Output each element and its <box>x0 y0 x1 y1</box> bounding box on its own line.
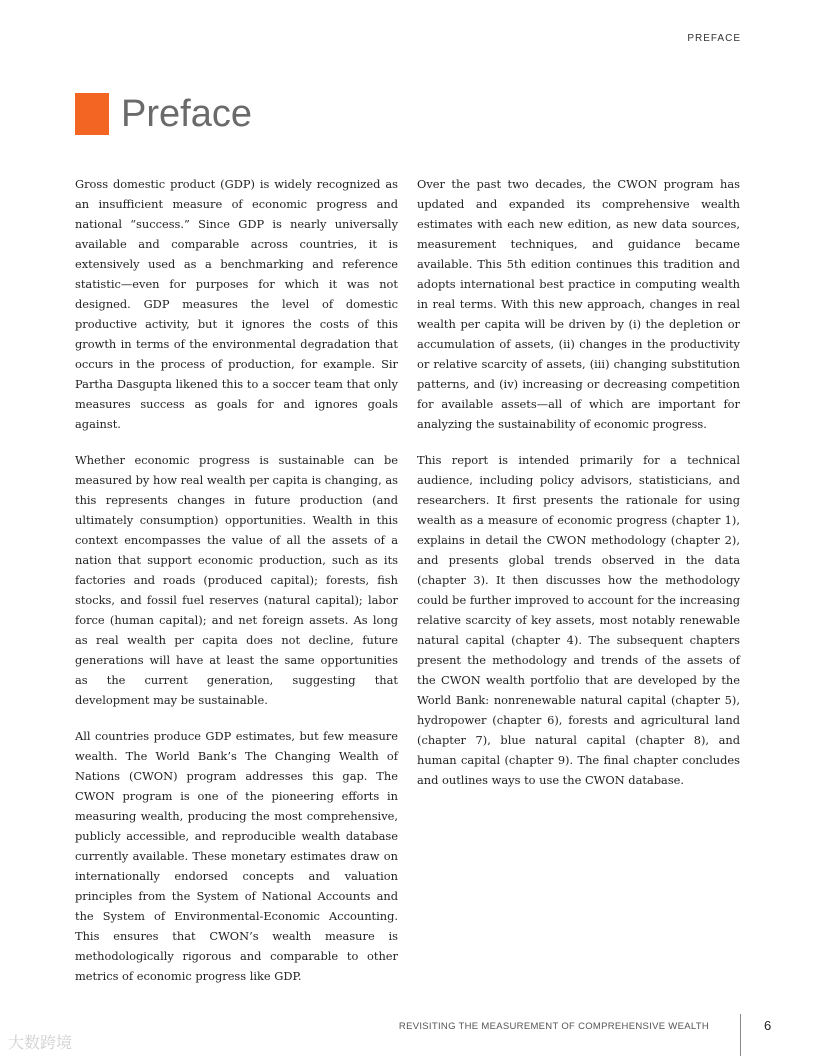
running-head: PREFACE <box>687 33 741 44</box>
right-column <box>417 174 740 806</box>
paragraph: This report is intended primarily for a technical audience, including policy advisors, statisticians, and researchers. It first presents the rationale for using wealth as a measure of economic progress (chapter 1), explains in detail the CWON methodology (chapter 2), and presents global trends observed in the data (chapter 3). It then discusses how the methodology could be further improved to account for the increasing relative scarcity of key assets, most notably renewable natural capital (chapter 4). The subsequent chapters present the methodology and trends of the assets of the CWON wealth portfolio that are developed by the World Bank: nonrenewable natural capital (chapter 5), hydropower (chapter 6), forests and agricultural land (chapter 7), blue natural capital (chapter 8), and human capital (chapter 9). The final chapter concludes and outlines ways to use the CWON database. <box>417 453 740 787</box>
title-block <box>75 93 252 135</box>
page-number: 6 <box>764 1018 772 1033</box>
footer-report-title: REVISITING THE MEASUREMENT OF COMPREHENSIVE WEALTH <box>398 1021 709 1032</box>
paragraph: Gross domestic product (GDP) is widely recognized as an insufficient measure of economic progress and national “success.” Since GDP is nearly universally available and comparable across countries, it is extensively used as a benchmarking and reference statistic—even for purposes for which it was not designed. GDP measures the level of domestic productive activity, but it ignores the costs of this growth in terms of the environmental degradation that occurs in the process of production, for example. Sir Partha Dasgupta likened this to a soccer team that only measures success as goals for and ignores goals against. <box>75 177 398 431</box>
paragraph: Whether economic progress is sustainable can be measured by how real wealth per capita is changing, as this represents changes in future production (and ultimately consumption) opportunities. Wealth in this context encompasses the value of all the assets of a nation that support economic production, such as its factories and roads (produced capital); forests, fish stocks, and fossil fuel reserves (natural capital); labor force (human capital); and net foreign assets. As long as real wealth per capita does not decline, future generations will have at least the same opportunities as the current generation, suggesting that development may be sustainable. <box>75 453 398 707</box>
paragraph: All countries produce GDP estimates, but few measure wealth. The World Bank’s The Changing Wealth of Nations (CWON) program addresses this gap. The CWON program is one of the pioneering efforts in measuring wealth, producing the most comprehensive, publicly accessible, and reproducible wealth database currently available. These monetary estimates draw on internationally endorsed concepts and valuation principles from the System of National Accounts and the System of Environmental-Economic Accounting. This ensures that CWON’s wealth measure is methodologically rigorous and comparable to other metrics of economic progress like GDP. <box>75 729 398 983</box>
paragraph: Over the past two decades, the CWON program has updated and expanded its comprehensive wealth estimates with each new edition, as new data sources, measurement techniques, and guidance became available. This 5th edition continues this tradition and adopts international best practice in computing wealth in real terms. With this new approach, changes in real wealth per capita will be driven by (i) the depletion or accumulation of assets, (ii) changes in the productivity or relative scarcity of assets, (iii) changing substitution patterns, and (iv) increasing or decreasing competition for available assets—all of which are important for analyzing the sustainability of economic progress. <box>417 177 740 431</box>
page-title: Preface <box>121 93 252 135</box>
title-accent-square <box>75 93 109 135</box>
watermark: 大数跨境 <box>8 1033 73 1052</box>
left-column <box>75 174 398 1002</box>
footer-divider <box>740 1014 741 1056</box>
